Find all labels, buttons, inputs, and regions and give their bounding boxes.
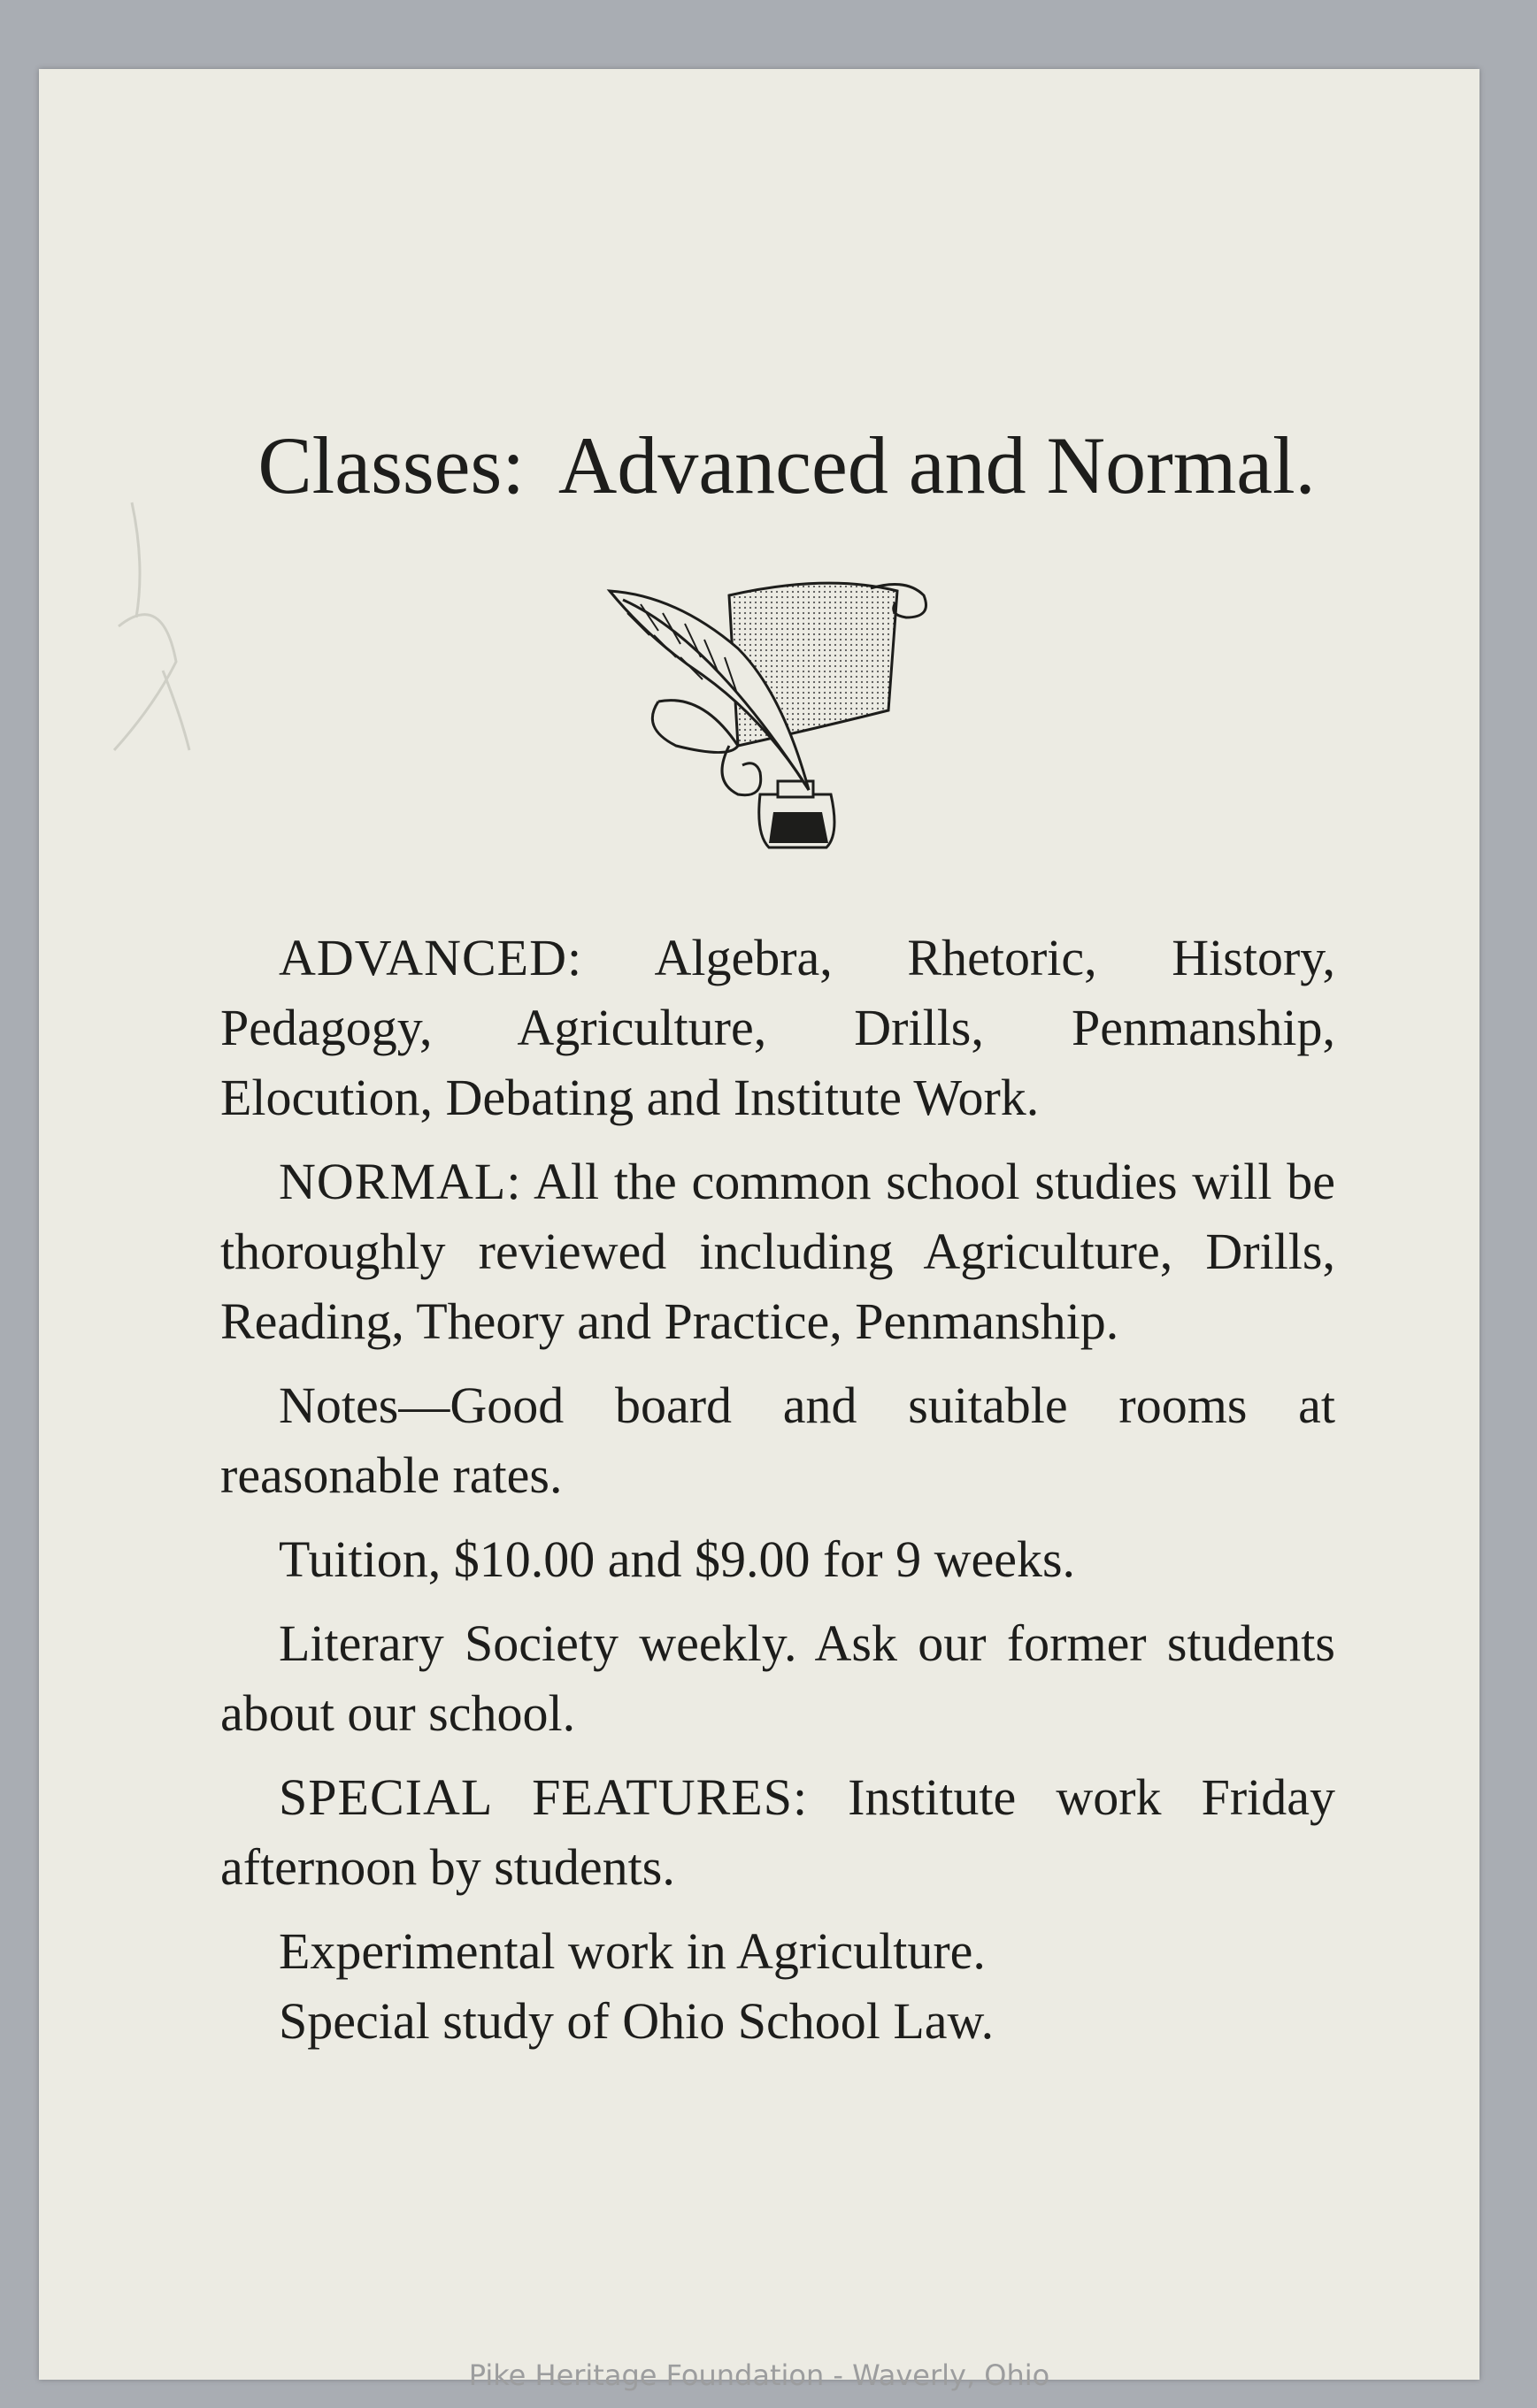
normal-paragraph: NORMAL: All the common school studies will be thoroughly reviewed including Agriculture, Drills, Reading, Theory and Practice, Penmanship.: [220, 1153, 1335, 1350]
advanced-paragraph: ADVANCED: Algebra, Rhetoric, History, Pedagogy, Agriculture, Drills, Penmanship, Elocution, Debating and Institute Work.: [220, 929, 1335, 1126]
feature-line: Special study of Ohio School Law.: [279, 1992, 995, 2050]
postcard: [39, 69, 1479, 2392]
notes-paragraph: Notes—Good board and suitable rooms at reasonable rates.: [220, 1377, 1335, 1504]
quill-and-scroll-icon: [605, 569, 995, 870]
literary-paragraph: Literary Society weekly. Ask our former students about our school.: [220, 1614, 1335, 1742]
special-features-paragraph: SPECIAL FEATURES: Institute work Friday afternoon by students.: [220, 1768, 1336, 1896]
body-text: [220, 923, 1335, 2056]
title-main: Advanced and Normal.: [557, 420, 1316, 510]
title-prefix: Classes:: [257, 420, 525, 510]
feature-line: Experimental work in Agriculture.: [279, 1922, 986, 1980]
pencil-mark: [83, 485, 198, 777]
tuition-paragraph: Tuition, $10.00 and $9.00 for 9 weeks.: [279, 1530, 1076, 1588]
watermark: Pike Heritage Foundation - Waverly, Ohio: [468, 2358, 1050, 2392]
page-title: [225, 418, 1349, 512]
